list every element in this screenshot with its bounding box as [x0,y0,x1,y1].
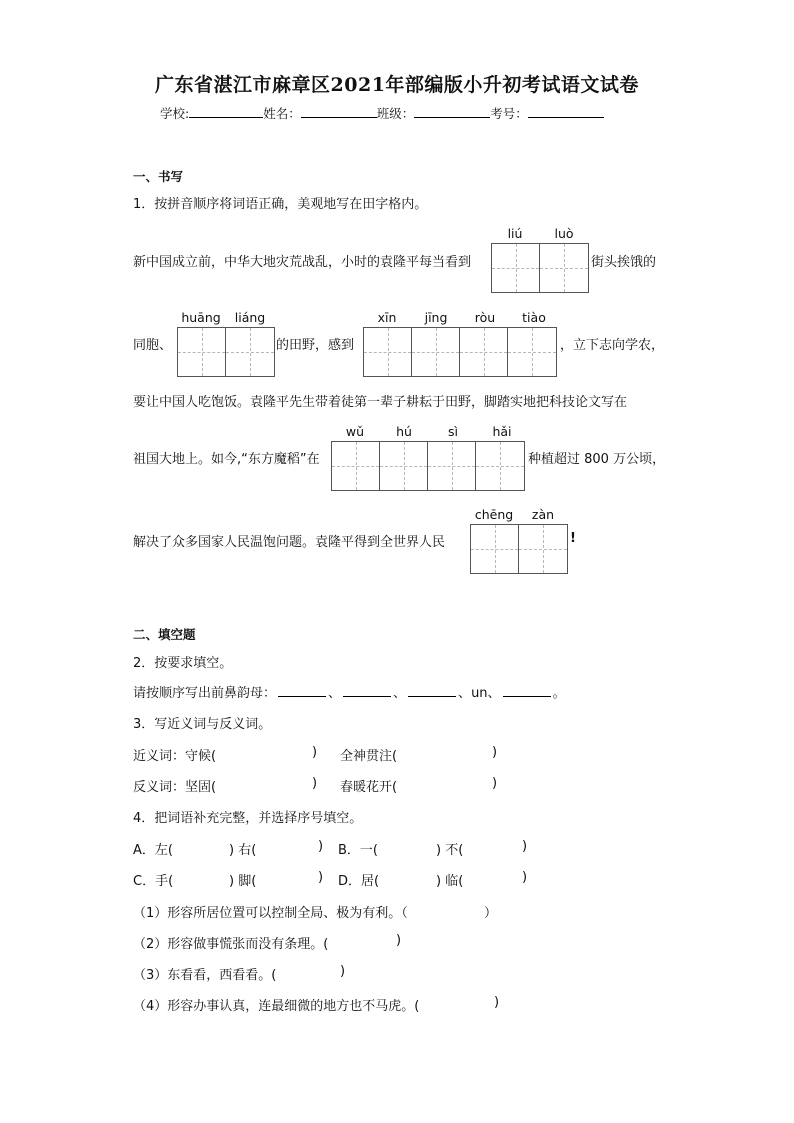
name-blank[interactable] [301,105,377,118]
passage-line-3: 要让中国人吃饱饭。袁隆平先生带着徒第一辈子耕耘于田野，脚踏实地把科技论文写在 [133,395,628,410]
tianzige-grid-liuluo[interactable] [491,243,589,293]
pinyin-tiao: tiào [522,310,546,325]
tianzige-cell[interactable] [226,328,274,376]
pinyin-zan: zàn [531,507,555,522]
q4-option-c-2: ) 脚( [229,874,257,889]
q3-antonym-a-close: ) [312,776,318,791]
passage-line-4a: 祖国大地上。如今,“东方魔稻”在 [133,452,320,467]
q4-item-4: （4）形容办事认真，连最细微的地方也不马虎。( [133,999,420,1014]
q4-item-3-close: ) [340,964,346,979]
tianzige-grid-chengzan[interactable] [470,524,568,574]
answer-blank[interactable] [408,684,456,697]
q4-item-4-close: ) [494,995,500,1010]
number-blank[interactable] [528,105,604,118]
tianzige-cell[interactable] [428,442,476,490]
pinyin-hu: hú [396,424,412,439]
passage-line-2a: 同胞、 [133,338,173,353]
q2-prompt: 请按顺序写出前鼻韵母： [133,686,277,701]
separator: 、 [328,686,342,701]
separator: 、 [458,686,472,701]
question-2-line [133,682,566,701]
passage-line-1a: 新中国成立前，中华大地灾荒战乱，小时的袁隆平每当看到 [133,255,472,270]
section-heading-2: 二、填空题 [133,627,196,642]
q4-option-a-1: A．左( [133,843,173,858]
q3-synonym-a-close: ) [312,745,318,760]
question-2: 2．按要求填空。 [133,656,233,671]
tianzige-cell[interactable] [364,328,412,376]
question-3: 3．写近义词与反义词。 [133,717,272,732]
pinyin-wu: wǔ [345,424,365,439]
pinyin-si: sì [448,424,458,439]
number-label: 考号： [490,106,528,121]
tianzige-grid-huangliang[interactable] [177,327,275,377]
q4-option-b-2: ) 不( [436,843,464,858]
q4-option-b-1: B．一( [338,843,378,858]
tianzige-cell[interactable] [178,328,226,376]
exam-title: 广东省湛江市麻章区2021年部编版小升初考试语文试卷 [155,74,639,96]
pinyin-liang: liáng [234,310,266,325]
name-label: 姓名： [263,106,301,121]
pinyin-huang: huāng [181,310,221,325]
q4-option-d-1: D．居( [338,874,380,889]
tianzige-cell[interactable] [412,328,460,376]
tianzige-cell[interactable] [471,525,519,573]
q3-antonym-b-close: ) [492,776,498,791]
pinyin-luo: luò [554,226,574,241]
separator: 、 [393,686,407,701]
q4-option-b-3: ) [522,839,528,854]
separator: 、 [487,686,501,701]
pinyin-rou: ròu [474,310,496,325]
tianzige-grid-xinjingroutiao[interactable] [363,327,557,377]
tianzige-cell[interactable] [519,525,567,573]
tianzige-cell[interactable] [332,442,380,490]
q4-item-2-close: ) [396,933,402,948]
section-heading-1: 一、书写 [133,169,184,184]
question-1: 1．按拼音顺序将词语正确，美观地写在田字格内。 [133,197,428,212]
pinyin-cheng: chēng [474,507,514,522]
pinyin-xin: xīn [377,310,397,325]
answer-blank[interactable] [503,684,551,697]
pinyin-hai: hǎi [492,424,512,439]
passage-line-5a: 解决了众多国家人民温饱问题。袁隆平得到全世界人民 [133,535,446,550]
question-4: 4．把词语补充完整，并选择序号填空。 [133,811,363,826]
school-blank[interactable] [189,105,263,118]
passage-line-1b: 街头挨饿的 [591,255,657,270]
q3-synonym-b-close: ) [492,745,498,760]
tianzige-cell[interactable] [508,328,556,376]
pinyin-liu: liú [507,226,523,241]
tianzige-cell[interactable] [476,442,524,490]
pinyin-jing: jīng [424,310,448,325]
q4-option-a-2: ) 右( [229,843,257,858]
answer-blank[interactable] [278,684,326,697]
q4-item-1-close: ） [484,906,498,921]
tianzige-cell[interactable] [492,244,540,292]
class-blank[interactable] [414,105,490,118]
q4-option-d-2: ) 临( [436,874,464,889]
tianzige-cell[interactable] [460,328,508,376]
school-label: 学校: [160,106,190,121]
tianzige-grid-wuhusihai[interactable] [331,441,525,491]
answer-blank[interactable] [343,684,391,697]
q3-antonym-a: 反义词：坚固( [133,780,217,795]
q3-antonym-b: 春暖花开( [340,780,398,795]
tianzige-cell[interactable] [380,442,428,490]
given-final-un: un [471,686,488,701]
tianzige-cell[interactable] [540,244,588,292]
passage-line-5b: ! [570,531,576,546]
q4-option-c-1: C．手( [133,874,174,889]
passage-line-2b: 的田野，感到 [276,338,355,353]
q3-synonym-a: 近义词：守候( [133,749,217,764]
q3-synonym-b: 全神贯注( [340,749,398,764]
q4-item-1: （1）形容所居位置可以控制全局、极为有利。（ [133,906,408,921]
q4-option-a-3: ) [318,839,324,854]
student-info-line [160,104,604,122]
q4-option-d-3: ) [522,870,528,885]
q4-item-2: （2）形容做事慌张而没有条理。( [133,937,329,952]
q4-option-c-3: ) [318,870,324,885]
q4-item-3: （3）东看看，西看看。( [133,968,277,983]
period: 。 [552,686,566,701]
passage-line-2c: ，立下志向学农， [560,338,665,353]
passage-line-4b: 种植超过 800 万公顷， [528,452,666,467]
class-label: 班级： [376,106,415,121]
